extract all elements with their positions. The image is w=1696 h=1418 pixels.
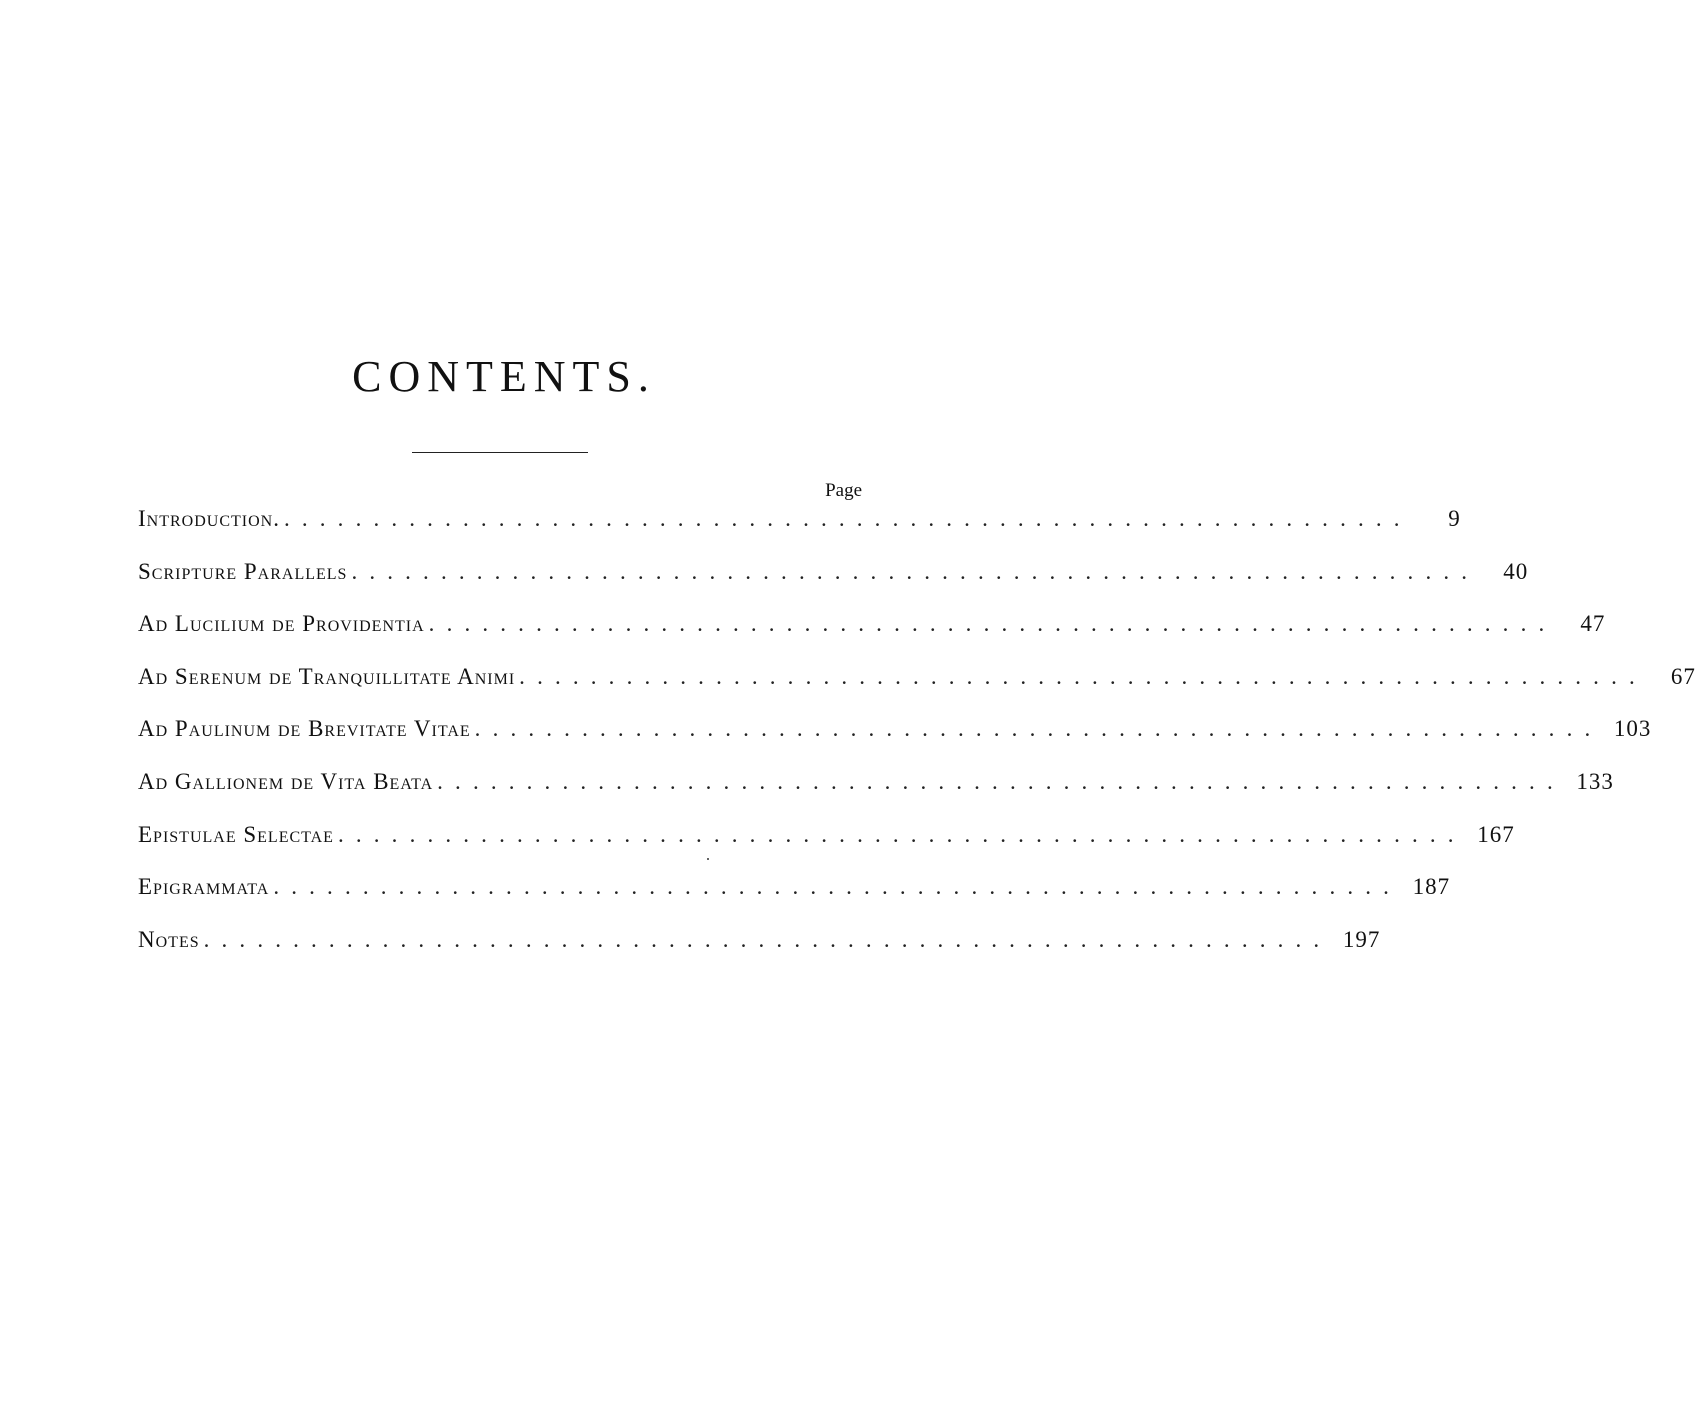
toc-entry-title: Notes bbox=[138, 926, 200, 952]
dot-leader: . . . . . . . . . . . . . . . . . . . . . . . . . . . . . . . . . . . . . . . . . . . . . . . . . . . . . . . . . . . . . . . bbox=[351, 558, 1471, 584]
toc-entry-page: 167 bbox=[1477, 821, 1515, 847]
toc-entry-de-providentia[interactable] bbox=[138, 607, 1606, 660]
toc-entry-title: Ad Lucilium de Providentia bbox=[138, 611, 425, 637]
toc-entry-page: 133 bbox=[1576, 768, 1614, 794]
dot-leader: . . . . . . . . . . . . . . . . . . . . . . . . . . . . . . . . . . . . . . . . . . . . . . . . . . . . . . . . . . . . . . . bbox=[519, 663, 1638, 689]
toc-entry-epistulae-selectae[interactable] bbox=[138, 818, 1515, 871]
table-of-contents bbox=[138, 502, 1696, 975]
dot-leader: . . . . . . . . . . . . . . . . . . . . . . . . . . . . . . . . . . . . . . . . . . . . . . . . . . . . . . . . . . . . . . . bbox=[428, 611, 1548, 637]
toc-entry-title: Introduction. bbox=[138, 506, 280, 531]
toc-entry-title: Ad Paulinum de Brevitate Vitae bbox=[138, 716, 471, 742]
dot-leader: . . . . . . . . . . . . . . . . . . . . . . . . . . . . . . . . . . . . . . . . . . . . . . . . . . . . . . . . . . . . . . . bbox=[203, 926, 1323, 952]
title-divider bbox=[412, 452, 588, 453]
toc-entry-title: Ad Gallionem de Vita Beata bbox=[138, 768, 434, 794]
toc-entry-epigrammata[interactable] bbox=[138, 870, 1451, 923]
toc-entry-title: Ad Serenum de Tranquillitate Animi bbox=[138, 663, 516, 689]
toc-entry-page: 40 bbox=[1503, 558, 1529, 584]
toc-entry-title: Scripture Parallels bbox=[138, 558, 348, 584]
toc-entry-de-brevitate[interactable] bbox=[138, 712, 1652, 765]
toc-entry-introduction[interactable] bbox=[138, 502, 1461, 555]
print-speck bbox=[707, 858, 709, 860]
dot-leader: . . . . . . . . . . . . . . . . . . . . . . . . . . . . . . . . . . . . . . . . . . . . . . . . . . . . . . . . . . . . . . . bbox=[437, 768, 1556, 794]
toc-entry-de-vita-beata[interactable] bbox=[138, 765, 1614, 818]
toc-entry-page: 67 bbox=[1670, 663, 1696, 689]
toc-entry-title: Epigrammata bbox=[138, 874, 270, 900]
toc-entry-page: 197 bbox=[1342, 926, 1381, 952]
dot-leader: . . . . . . . . . . . . . . . . . . . . . . . . . . . . . . . . . . . . . . . . . . . . . . . . . . . . . . . . . . . . . . . bbox=[474, 716, 1594, 742]
dot-leader: . . . . . . . . . . . . . . . . . . . . . . . . . . . . . . . . . . . . . . . . . . . . . . . . . . . . . . . . . . . . . . . bbox=[283, 506, 1403, 531]
toc-entry-page: 47 bbox=[1580, 611, 1606, 637]
toc-entry-scripture-parallels[interactable] bbox=[138, 555, 1529, 608]
toc-entry-notes[interactable] bbox=[138, 923, 1381, 976]
dot-leader: . . . . . . . . . . . . . . . . . . . . . . . . . . . . . . . . . . . . . . . . . . . . . . . . . . . . . . . . . . . . . . . bbox=[273, 874, 1393, 900]
toc-entry-title: Epistulae Selectae bbox=[138, 821, 334, 847]
page-column-header: Page bbox=[825, 480, 862, 501]
dot-leader: . . . . . . . . . . . . . . . . . . . . . . . . . . . . . . . . . . . . . . . . . . . . . . . . . . . . . . . . . . . . . . . bbox=[337, 821, 1457, 847]
toc-entry-de-tranquillitate[interactable] bbox=[138, 660, 1696, 713]
page-title: CONTENTS. bbox=[352, 352, 656, 401]
toc-entry-page: 103 bbox=[1613, 716, 1652, 742]
toc-entry-page: 9 bbox=[1448, 506, 1461, 531]
toc-entry-page: 187 bbox=[1412, 874, 1451, 900]
